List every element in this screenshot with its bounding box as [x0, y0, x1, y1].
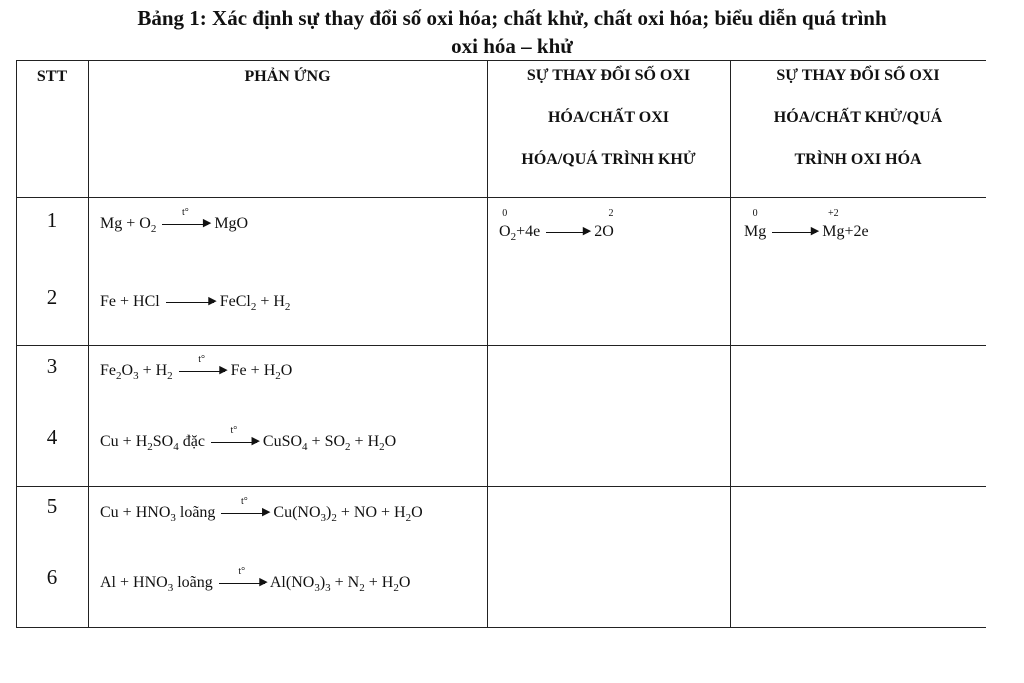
reactant: Fe	[100, 362, 116, 379]
product: MgO	[214, 215, 249, 232]
product: O	[398, 574, 411, 591]
reactant: Mg	[100, 215, 123, 232]
electrons: +4e	[516, 223, 541, 240]
product: Al(NO	[269, 574, 315, 591]
reactant: HNO	[133, 574, 168, 591]
reactant: Al	[100, 574, 116, 591]
reaction-equation	[100, 207, 249, 239]
reduction-process	[499, 208, 614, 247]
subscript: 2	[116, 370, 122, 383]
reactant: Cu	[100, 433, 119, 450]
table-rule	[16, 197, 986, 198]
species: Mg	[744, 223, 767, 240]
plus-sign: +	[334, 574, 344, 591]
subscript: 2	[405, 512, 412, 525]
process-arrow: ▶	[772, 231, 816, 233]
reactant: HNO	[135, 504, 171, 521]
product: H	[394, 504, 406, 521]
product: FeCl	[219, 293, 251, 310]
plus-sign: +	[354, 433, 364, 450]
header-reduction-line: HÓA/QUÁ TRÌNH KHỬ	[521, 151, 696, 168]
product: H	[381, 574, 394, 591]
product: H	[273, 293, 285, 310]
reaction-equation	[100, 425, 397, 457]
subscript: 3	[133, 370, 139, 383]
header-reduction-line: SỰ THAY ĐỔI SỐ OXI	[526, 67, 691, 84]
subscript: 2	[250, 301, 257, 314]
reaction-equation	[100, 354, 293, 386]
species: Mg	[822, 223, 845, 240]
reaction-equation	[100, 496, 423, 528]
subscript: 2	[284, 301, 291, 314]
product: CuSO	[262, 433, 303, 450]
plus-sign: +	[120, 574, 130, 591]
reactant: H	[155, 362, 168, 379]
electrons: +2e	[844, 223, 869, 240]
row-number: 6	[46, 565, 58, 589]
subscript: 2	[150, 223, 157, 236]
reactant: O	[121, 362, 134, 379]
product: NO	[353, 504, 377, 521]
subscript: 2	[393, 582, 399, 595]
oxidation-process	[744, 208, 869, 242]
condition-label: t°	[181, 207, 189, 219]
oxidation-number: 0	[502, 208, 508, 219]
condition-label: t°	[230, 425, 238, 437]
reaction-arrow: t° ▶	[179, 370, 225, 372]
product: H	[263, 362, 276, 379]
row-number: 1	[46, 208, 58, 232]
subscript: 3	[314, 582, 320, 595]
plus-sign: +	[340, 504, 350, 521]
table-border-bottom	[16, 627, 986, 628]
subscript: 2	[359, 582, 365, 595]
reaction-equation	[100, 566, 411, 598]
header-oxidation	[730, 68, 986, 168]
plus-sign: +	[122, 433, 132, 450]
condition-label: t°	[198, 354, 206, 366]
product: O	[384, 433, 397, 450]
row-number: 5	[46, 494, 58, 518]
subscript: 3	[320, 512, 327, 525]
reaction-arrow: t° ▶	[211, 441, 257, 443]
subscript: 2	[510, 231, 517, 244]
condition-label: t°	[241, 496, 248, 508]
table-rule	[16, 486, 986, 487]
product: )	[326, 504, 332, 521]
product: H	[367, 433, 380, 450]
plus-sign: +	[120, 293, 130, 310]
row-number: 2	[46, 285, 58, 309]
oxidation-number: +2	[828, 208, 839, 219]
plus-sign: +	[126, 215, 136, 232]
table-rule	[16, 345, 986, 346]
plus-sign: +	[381, 504, 391, 521]
header-reduction-line: HÓA/CHẤT OXI	[547, 109, 670, 126]
reactant: Fe	[100, 293, 116, 310]
concentration-note: loãng	[179, 504, 216, 521]
table-border-top	[16, 60, 986, 61]
product: O	[280, 362, 293, 379]
table-title-line1: Bảng 1: Xác định sự thay đổi số oxi hóa; chất khử, chất oxi hóa; biểu diễn quá trình	[137, 6, 887, 30]
oxidation-number: 0	[752, 208, 758, 219]
product: Fe	[230, 362, 247, 379]
reactant: O	[139, 215, 151, 232]
subscript: 2	[345, 441, 351, 454]
row-number: 3	[46, 354, 58, 378]
plus-sign: +	[250, 362, 260, 379]
subscript: 3	[325, 582, 331, 595]
subscript: 2	[275, 370, 281, 383]
subscript: 2	[167, 370, 173, 383]
table-title-line2: oxi hóa – khử	[451, 34, 573, 58]
subscript: 4	[173, 441, 179, 454]
reactant: Cu	[100, 504, 119, 521]
species: O	[499, 223, 511, 240]
product: N	[347, 574, 360, 591]
species: 2O	[594, 223, 614, 240]
reaction-arrow: ▶	[166, 301, 214, 303]
reaction-arrow: t° ▶	[162, 223, 208, 225]
column-divider	[88, 60, 89, 627]
plus-sign: +	[260, 293, 270, 310]
subscript: 2	[331, 512, 337, 525]
concentration-note: loãng	[177, 574, 213, 591]
row-number: 4	[46, 425, 58, 449]
subscript: 4	[302, 441, 308, 454]
reactant: HCl	[133, 293, 160, 310]
oxidation-number: 2	[608, 208, 614, 219]
product: Cu(NO	[273, 504, 321, 521]
reactant: H	[135, 433, 148, 450]
reactant: SO	[152, 433, 174, 450]
plus-sign: +	[122, 504, 132, 521]
header-oxidation-line: HÓA/CHẤT KHỬ/QUÁ	[773, 109, 943, 126]
header-oxidation-line: TRÌNH OXI HÓA	[794, 151, 922, 168]
product: )	[319, 574, 326, 591]
condition-label: t°	[238, 566, 246, 578]
subscript: 2	[147, 441, 153, 454]
reaction-arrow: t° ▶	[219, 582, 265, 584]
product: O	[411, 504, 423, 521]
plus-sign: +	[311, 433, 321, 450]
header-reaction: PHẢN ỨNG	[244, 68, 331, 85]
concentration-note: đặc	[182, 433, 205, 450]
reaction-arrow: t° ▶	[221, 512, 267, 514]
plus-sign: +	[142, 362, 152, 379]
plus-sign: +	[368, 574, 378, 591]
subscript: 3	[170, 512, 176, 525]
subscript: 2	[379, 441, 385, 454]
reaction-equation	[100, 292, 290, 317]
subscript: 3	[167, 582, 174, 595]
process-arrow: ▶	[546, 231, 588, 233]
header-oxidation-line: SỰ THAY ĐỔI SỐ OXI	[776, 67, 940, 84]
table-border-left	[16, 60, 17, 627]
product: SO	[324, 433, 346, 450]
header-reduction	[487, 68, 730, 168]
header-stt: STT	[36, 68, 68, 85]
